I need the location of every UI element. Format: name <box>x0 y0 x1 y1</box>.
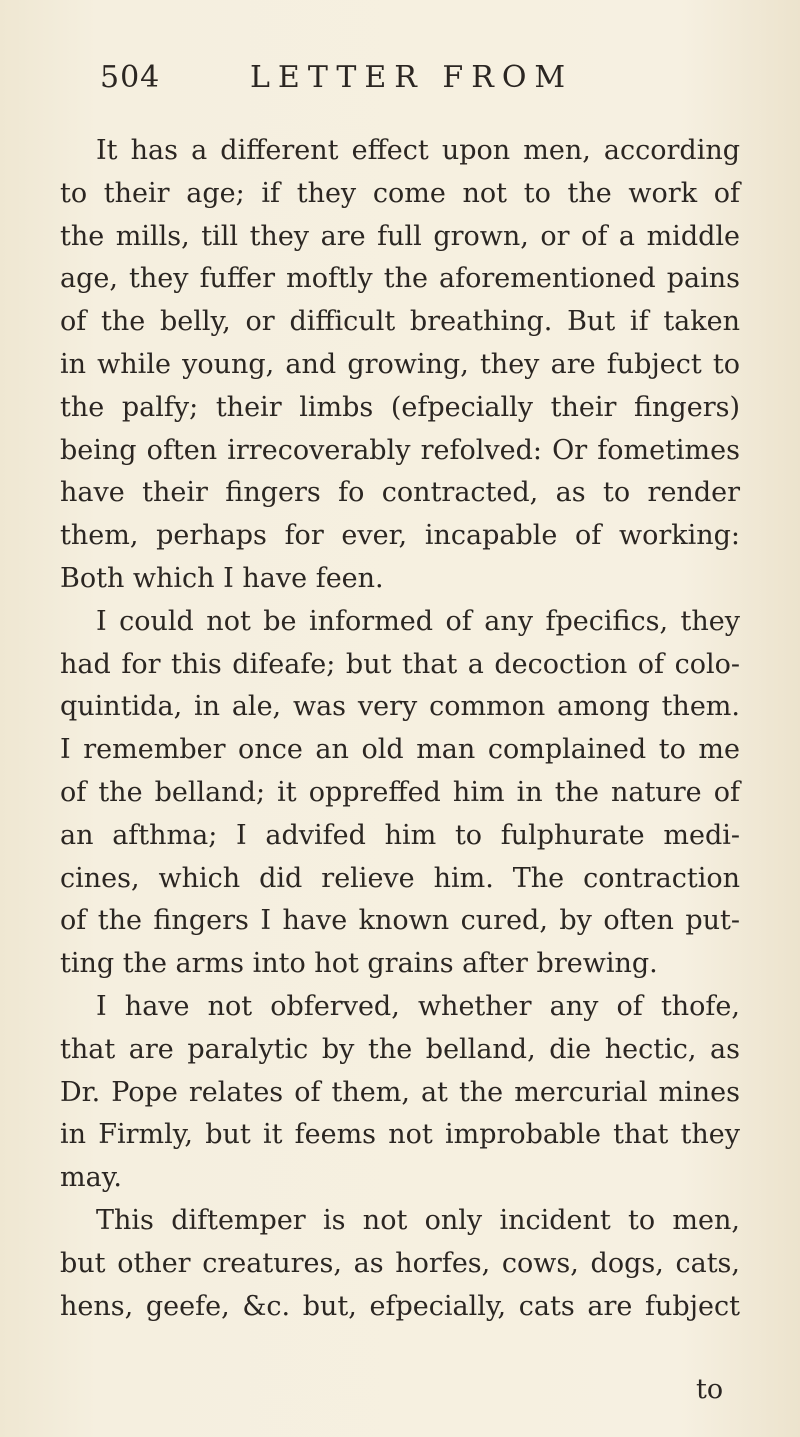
text-line: in Firmly, but it feems not improbable that they <box>60 1119 740 1151</box>
text-line: I remember once an old man complained to me <box>60 734 740 766</box>
paragraph <box>60 1200 740 1328</box>
text-line: in while young, and growing, they are fubject to <box>60 348 740 380</box>
text-line: of the belland; it oppreffed him in the nature of <box>60 776 740 808</box>
text-line: hens, geefe, &c. but, efpecially, cats are fubject <box>60 1290 740 1322</box>
text-line: It has a different effect upon men, according <box>96 135 740 166</box>
running-head: LETTER FROM <box>250 60 574 95</box>
text-line: have their fingers fo contracted, as to render <box>60 477 740 509</box>
text-line: to their age; if they come not to the work of <box>60 177 740 209</box>
text-line: being often irrecoverably refolved: Or fometimes <box>60 434 740 466</box>
text-line: This diftemper is not only incident to men, <box>96 1204 740 1236</box>
text-line: I have not obferved, whether any of thofe, <box>96 990 740 1022</box>
text-line: of the fingers I have known cured, by often put- <box>60 905 740 937</box>
text-line: of the belly, or difficult breathing. But if taken <box>60 306 740 338</box>
body-text <box>60 130 740 1328</box>
text-line: Dr. Pope relates of them, at the mercurial mines <box>60 1076 740 1108</box>
text-line: the mills, till they are full grown, or of a middle <box>60 220 740 252</box>
paragraph <box>60 601 740 986</box>
text-line: age, they fuffer moftly the aforementioned pains <box>60 263 740 295</box>
text-line: the palfy; their limbs (efpecially their fingers) <box>60 391 740 423</box>
text-line: an afthma; I advifed him to fulphurate medi- <box>60 819 740 851</box>
paragraph <box>60 130 740 601</box>
paragraph <box>60 986 740 1200</box>
text-line: but other creatures, as horfes, cows, dogs, cats, <box>60 1247 740 1279</box>
page-header <box>100 60 720 120</box>
text-line: may. <box>60 1162 122 1194</box>
catchword: to <box>696 1374 724 1405</box>
text-line: Both which I have feen. <box>60 562 384 594</box>
text-line: them, perhaps for ever, incapable of working: <box>60 520 740 552</box>
text-line: that are paralytic by the belland, die hectic, as <box>60 1033 740 1065</box>
text-line: ting the arms into hot grains after brewing. <box>60 948 658 980</box>
page-number: 504 <box>100 60 161 95</box>
text-line: had for this difeafe; but that a decoction of colo- <box>60 648 740 680</box>
text-line: I could not be informed of any fpecifics, they <box>96 605 740 637</box>
text-line: cines, which did relieve him. The contraction <box>60 862 740 894</box>
text-line: quintida, in ale, was very common among them. <box>60 691 740 723</box>
